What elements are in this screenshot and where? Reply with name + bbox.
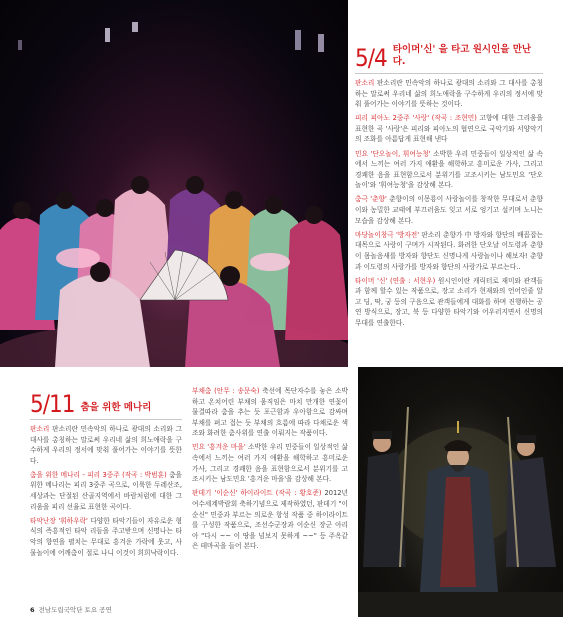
divider bbox=[355, 73, 543, 74]
section-may-11-header bbox=[30, 392, 182, 416]
program-paragraph bbox=[355, 149, 543, 191]
program-paragraph bbox=[355, 78, 543, 110]
footer-text: 전남도립국악단 토요 공연 bbox=[38, 606, 112, 614]
program-item-title: 타이머 '신' (연출 : 서현우) bbox=[355, 276, 436, 285]
program-item-description: 춤을 위한 메나리는 피리 3중주 곡으로, 이륙한 두레산조, 세상과는 단절된 산골지역에서 바람처럼에 대한 그리움을 피리 선율로 표현한 곡이다. bbox=[30, 470, 183, 511]
program-item-description: 판소리란 민속악의 하나로 광대의 소리와 그 대사를 총칭하는 말로써 우리네 삶의 희노애락을 구수하게 우리의 정서에 맞춰 풀어가는 이야기를 뜻하는 것이다. bbox=[355, 79, 543, 109]
program-item-title: 판데기 '이순신' 하이라이트 (작곡 : 황호준) bbox=[192, 489, 322, 498]
program-item-title: 춤극 '춘향' bbox=[355, 195, 387, 204]
dancers-fan-illustration bbox=[0, 0, 348, 367]
program-item-description: 소박한 우리 민중들이 일상적인 삶 속에서 느끼는 여러 가지 애환을 해학하고 흥미로운 가사, 그리고 경쾌한 음을 표현함으로서 분위기를 고조시키는 남도민요 '흥겨운 마을'을 감상해 본다. bbox=[192, 443, 348, 484]
program-item-description: 고향에 대한 그리움을 표현한 곡 '사랑'은 피리와 피아노의 협연으로 국악기와 서양악기의 조화를 아름답게 표현해 낸다 bbox=[355, 114, 543, 144]
program-paragraph bbox=[355, 230, 543, 272]
program-item-title: 타악난장 '휘하우락' bbox=[30, 516, 88, 525]
program-paragraph bbox=[355, 276, 543, 329]
section-may-4 bbox=[355, 44, 543, 332]
program-paragraph bbox=[192, 386, 348, 439]
program-item-title: 춤을 위한 메나리 - 피리 3중주 (작곡 : 박범훈) bbox=[30, 470, 167, 479]
program-item-title: 판소리 bbox=[30, 425, 50, 433]
admiral-stage-photo bbox=[358, 367, 563, 617]
program-item-description: 소박한 우리 민중들이 일상적인 삶 속에서 느끼는 여러 가지 애환을 해학하고 흥미로운 가사, 그리고 경쾌한 음을 표현함으로서 분위기를 고조시키는 남도민요 '단오놀이'와 '휘여능청'을 감상해 본다. bbox=[355, 149, 543, 190]
program-item-description: 2012년 여수세계박람회 축하기념으로 제작하였던, 판데기 "이순신" 민중과 부르는 의로운 항성 작품 중 하이라이트를 구성한 작품으로, 조선수군장과 이순신 장군 아리아 "다시 ~~ 이 땅을 넘보지 못하게 ~~" 등 주옥같은 테마곡을 들어 본다. bbox=[192, 489, 348, 551]
paragraph-list bbox=[30, 424, 182, 558]
program-paragraph bbox=[355, 113, 543, 145]
program-paragraph bbox=[192, 488, 348, 552]
section-title: 춤을 위한 메나리 bbox=[80, 402, 152, 413]
program-item-description: 판소리 춘향가 中 방자와 향단의 배꼽잡는 대목으로 사랑이 구며가 시작된다. 화려한 단오날 이도령과 춘향이 몸놀음새를 방자와 향단도 신명나게 사랑놀이나 해보자! 춘향과 이도령의 사랑가를 방자와 향단의 사랑가로 부르는다.. bbox=[355, 230, 543, 271]
dancers-fan-photo bbox=[0, 0, 348, 367]
program-item-title: 마당놀이창극 '방자전' bbox=[355, 230, 420, 239]
page-footer bbox=[30, 605, 112, 614]
program-item-description: 원시인이란 캐릭터로 재미와 관객들과 함께 할수 있는 작품으로, 장고 소리가 현재와의 언어인줄 알고 딩, 딱, 궁 등의 구음으로 관객들에게 대화를 하며 진행하는 공연 방식으로, 장고, 북 등 다양한 타악기와 어우러지면서 신명의 무대를 연출한다. bbox=[355, 276, 544, 327]
program-item-description: 판소리란 민속악의 하나로 광대의 소리와 그 대사를 총칭하는 말로써 우리네 삶의 희노애락을 구수하게 우리의 정서에 맞춰 풀어가는 이야기를 뜻한다. bbox=[30, 425, 182, 465]
program-paragraph bbox=[355, 194, 543, 226]
admiral-stage-illustration bbox=[358, 367, 563, 617]
section-date: 5/11 bbox=[30, 390, 75, 418]
divider bbox=[30, 419, 182, 420]
paragraph-list bbox=[355, 78, 543, 329]
program-paragraph bbox=[192, 442, 348, 484]
program-item-description: 축선에 목단자수를 놓은 소박하고 온치어린 부채의 움직임은 마치 만개한 연꽃이 물결따라 춤을 추는 듯 포근함과 우아함으로 감싸며 부채를 펴고 접는 듯 부채의 흐름에 따라 다채로운 색조와 화려한 춤사위를 연출 이뤄지는 작품이다. bbox=[192, 387, 348, 438]
paragraph-list bbox=[192, 386, 348, 552]
section-title: 타이머'신' 을 타고 원시인을 만난다. bbox=[392, 44, 532, 67]
program-paragraph bbox=[30, 470, 182, 512]
program-item-title: 민요 '단오놀이, 휘여능청' bbox=[355, 149, 431, 158]
program-item-title: 피리 피아노 2중주 '사랑' (작곡 : 조현민) bbox=[355, 114, 477, 123]
program-paragraph bbox=[30, 516, 182, 558]
program-paragraph bbox=[30, 424, 182, 466]
section-date: 5/4 bbox=[355, 44, 387, 72]
program-item-description: 다양한 타악기들이 자유로운 형식의 즉흥적인 타악 리듬을 주고받으며 신명나는 타악의 향연을 펼치는 무대로 흥겨운 가락에 웃고, 사물놀이에 어깨춤이 절로 나니 이것이 희희낙락이다. bbox=[30, 516, 182, 557]
section-may-4-header bbox=[355, 44, 543, 70]
section-may-11-continued bbox=[192, 386, 348, 555]
program-item-title: 민요 '흥겨운 마을' bbox=[192, 443, 246, 452]
program-item-description: 춘향이의 이몽룡이 사랑놀이를 창작한 무대로서 춘향이와 농밀한 교태에 부끄러움도 잊고 서로 엉기고 설키며 노니는 모습을 감상해 본다. bbox=[355, 195, 543, 225]
program-item-title: 판소리 bbox=[355, 79, 375, 87]
section-may-11 bbox=[30, 392, 182, 562]
page-number: 6 bbox=[30, 606, 35, 614]
program-item-title: 부채춤 (안무 : 송문숙) bbox=[192, 387, 260, 395]
